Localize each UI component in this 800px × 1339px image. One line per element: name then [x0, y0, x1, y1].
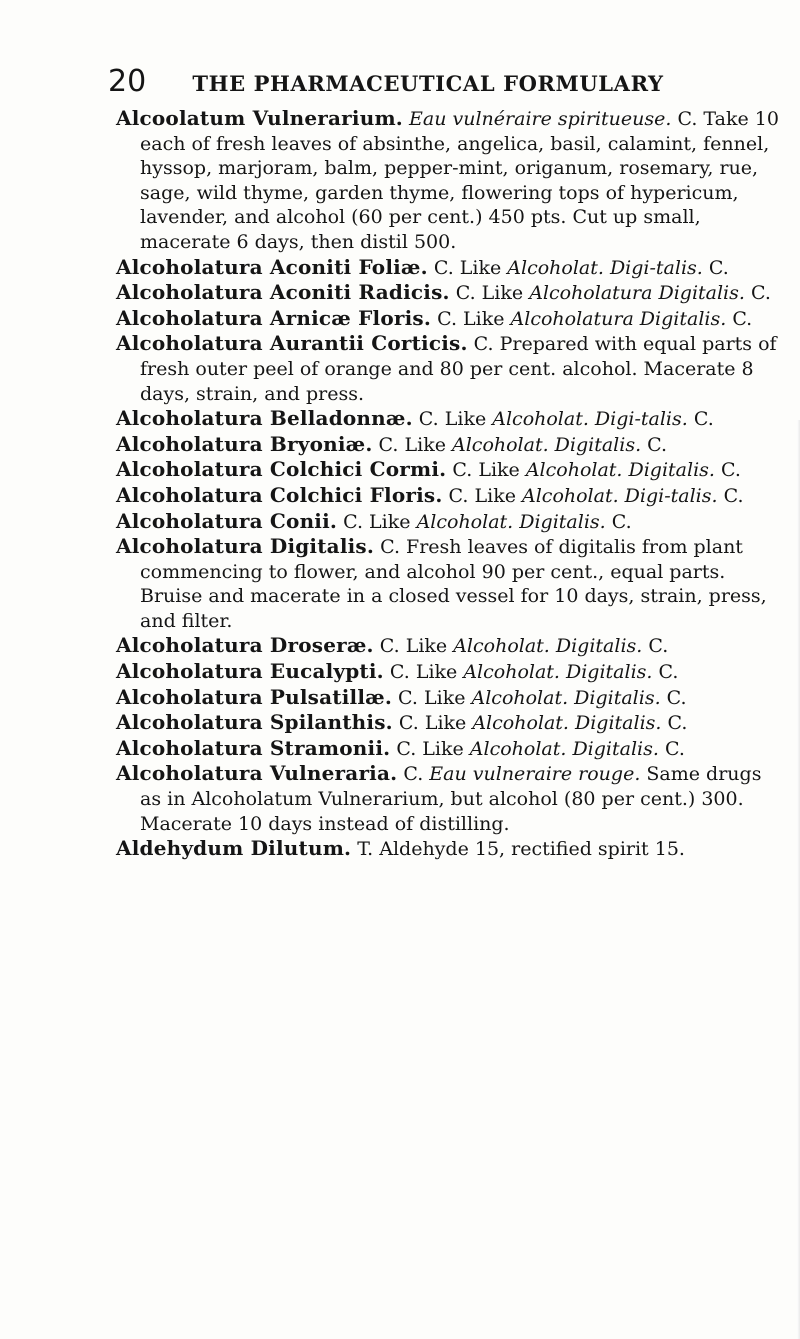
page-header — [0, 66, 800, 106]
entry-vulneraria — [116, 761, 782, 836]
entry-italic: Alcoholat. Digitalis. — [452, 433, 642, 456]
entry-aconiti-radicis — [116, 280, 782, 306]
entry-colchici-cormi — [116, 457, 782, 483]
entry-italic: Alcoholat. Digitalis. — [525, 459, 715, 482]
entry-term: Alcoholatura Pulsatillæ. — [116, 684, 393, 709]
entry-tail: C. — [661, 712, 688, 735]
entry-italic: Alcoholat. Digi-talis. — [522, 484, 718, 507]
entry-conii — [116, 509, 782, 535]
entry-tail: C. — [726, 307, 753, 330]
running-title: THE PHARMACEUTICAL FORMULARY — [192, 71, 664, 96]
entry-body: C. Like — [383, 661, 464, 684]
entry-eucalypti — [116, 659, 782, 685]
page-number: 20 — [108, 64, 147, 99]
entry-italic: Alcoholat. Digi-talis. — [492, 408, 688, 431]
entry-belladonnae — [116, 406, 782, 432]
formulary-entries — [116, 106, 782, 862]
entry-body: C. Like — [412, 408, 493, 431]
entry-body: C. Like — [427, 256, 508, 279]
entry-bryoniae — [116, 432, 782, 458]
entry-tail: C. — [744, 282, 771, 305]
entry-term: Alcoolatum Vulnerarium. — [116, 106, 403, 130]
entry-term: Alcoholatura Colchici Cormi. — [116, 457, 447, 482]
entry-tail: C. — [660, 686, 687, 709]
entry-tail: C. — [717, 484, 744, 507]
entry-term: Alcoholatura Aconiti Foliæ. — [116, 254, 428, 279]
entry-pulsatillae — [116, 685, 782, 711]
entry-body: C. — [397, 763, 430, 786]
entry-tail: C. — [714, 459, 741, 482]
entry-body: C. Take 10 each of fresh leaves of absinthe, angelica, basil, calamint, fennel, hyssop, marjoram, balm, pepper-mint, origanum, rosemary, rue, sage, wild thyme, garden thyme, flowering tops of hypericum, lavender, and alcohol (60 per cent.) 450 pts. Cut up small, macerate 6 days, then distil 500. — [140, 108, 779, 253]
entry-tail: C. — [605, 510, 632, 533]
entry-body: C. Fresh leaves of digitalis from plant commencing to flower, and alcohol 90 per cent., equal parts. Bruise and macerate in a closed vessel for 10 days, strain, press, and filter. — [140, 536, 767, 632]
entry-italic: Alcoholat. Digitalis. — [453, 635, 643, 658]
entry-italic: Eau vulneraire rouge. — [429, 763, 641, 786]
entry-tail: C. — [702, 256, 729, 279]
entry-tail: Same drugs as in Alcoholatum Vulnerarium, but alcohol (80 per cent.) 300. Macerate 10 days instead of distilling. — [140, 763, 762, 835]
entry-italic: Alcoholat. Digitalis. — [471, 686, 661, 709]
entry-body: C. Like — [442, 484, 522, 507]
entry-term: Alcoholatura Digitalis. — [116, 534, 375, 559]
entry-italic: Alcoholatura Digitalis. — [529, 282, 745, 305]
entry-tail: C. — [652, 661, 679, 684]
entry-term: Alcoholatura Spilanthis. — [116, 710, 393, 735]
entry-italic: Alcoholat. Digitalis. — [472, 712, 662, 735]
entry-tail: C. — [641, 433, 668, 456]
entry-aldehydum-dilutum — [116, 836, 782, 862]
entry-italic: Alcoholat. Digitalis. — [463, 661, 653, 684]
entry-term: Alcoholatura Eucalypti. — [116, 659, 384, 684]
entry-italic: Alcoholat. Digitalis. — [469, 737, 659, 760]
entry-term: Alcoholatura Droseræ. — [116, 633, 374, 658]
entry-term: Alcoholatura Stramonii. — [116, 735, 391, 760]
entry-body: C. Like — [372, 433, 452, 456]
entry-body: C. Like — [431, 307, 511, 330]
entry-alcoolatum-vulnerarium — [116, 106, 782, 255]
entry-body: C. Like — [392, 712, 473, 735]
entry-term: Alcoholatura Aurantii Corticis. — [116, 331, 468, 356]
entry-aurantii-corticis — [116, 331, 782, 406]
entry-tail: C. — [642, 635, 669, 658]
entry-term: Alcoholatura Vulneraria. — [116, 761, 398, 786]
entry-body: C. Like — [337, 510, 417, 533]
entry-digitalis — [116, 534, 782, 633]
entry-aconiti-foliae — [116, 255, 782, 281]
entry-colchici-floris — [116, 483, 782, 509]
entry-body: C. Like — [449, 282, 530, 305]
entry-term: Alcoholatura Arnicæ Floris. — [116, 305, 432, 330]
entry-body: T. Aldehyde 15, rectified spirit 15. — [351, 838, 685, 861]
entry-term: Aldehydum Dilutum. — [116, 836, 352, 861]
entry-spilanthis — [116, 710, 782, 736]
entry-arnicae-floris — [116, 306, 782, 332]
entry-tail: C. — [658, 737, 685, 760]
entry-body: C. Prepared with equal parts of fresh outer peel of orange and 80 per cent. alcohol. Macerate 8 days, strain, and press. — [140, 333, 777, 405]
entry-stramonii — [116, 736, 782, 762]
entry-term: Alcoholatura Aconiti Radicis. — [116, 280, 450, 305]
entry-droserae — [116, 633, 782, 659]
entry-body: C. Like — [390, 737, 470, 760]
entry-body: C. Like — [373, 635, 454, 658]
entry-term: Alcoholatura Conii. — [116, 508, 338, 533]
entry-term: Alcoholatura Belladonnæ. — [116, 406, 413, 431]
entry-term: Alcoholatura Colchici Floris. — [116, 482, 443, 507]
entry-italic: Alcoholat. Digitalis. — [416, 510, 606, 533]
entry-italic: Alcoholat. Digi-talis. — [507, 256, 703, 279]
entry-italic: Alcoholatura Digitalis. — [510, 307, 727, 330]
entry-term: Alcoholatura Bryoniæ. — [116, 431, 373, 456]
entry-italic: Eau vulnéraire spiritueuse. — [409, 108, 672, 130]
entry-tail: C. — [687, 408, 714, 431]
entry-body: C. Like — [392, 686, 472, 709]
entry-body: C. Like — [446, 459, 526, 482]
